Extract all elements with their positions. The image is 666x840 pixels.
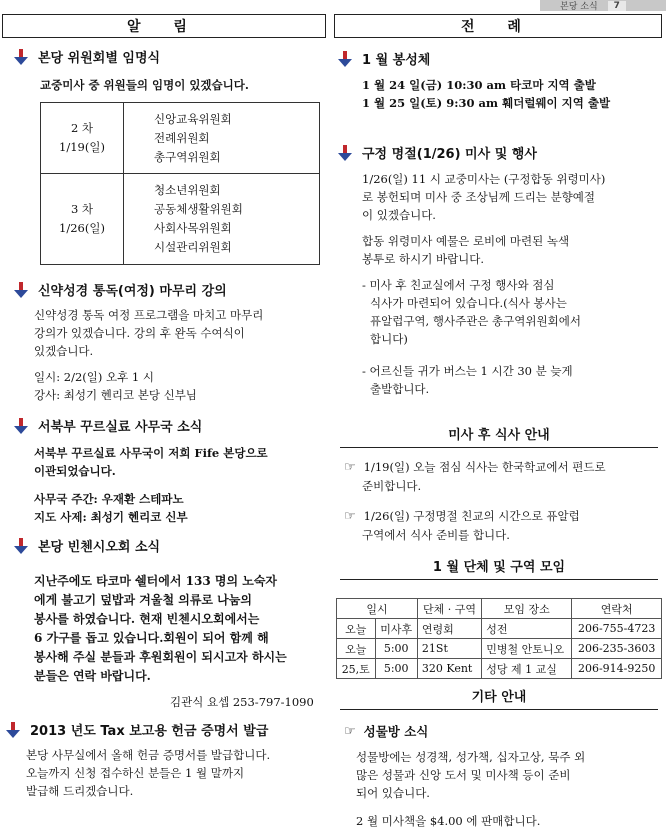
northwest-director: 지도 사제: 최성기 헨리코 신부 [34, 510, 188, 524]
committee-name: 신앙교육위원회 [154, 111, 232, 126]
section-title: 1 월 봉성체 [362, 53, 431, 68]
other-price: 2 월 미사책을 $4.00 에 판매합니다. [356, 814, 541, 828]
meal-heading: 미사 후 식사 안내 [340, 424, 658, 448]
meal-item [344, 507, 606, 526]
appointment-date-cell [41, 174, 124, 265]
text-line: - 어르신들 귀가 버스는 1 시간 30 분 늦게 [362, 364, 573, 378]
arrow-icon [338, 51, 352, 67]
northwest-chair: 사무국 주간: 우재환 스테파노 [34, 492, 184, 506]
bible-lecturer: 강사: 최성기 헨리코 본당 신부님 [34, 388, 197, 402]
page-header-label: 본당 소식 [560, 2, 598, 12]
arrow-icon [14, 538, 28, 554]
text-line: 로 봉헌되며 미사 중 조상님께 드리는 분향예절 [362, 190, 596, 204]
committee-name: 청소년위원회 [154, 183, 221, 197]
text-line: 강의가 있겠습니다. 강의 후 완독 수여식이 [34, 326, 245, 340]
meal-item-text: 1/26(일) 구정명절 친교의 시간으로 퓨알럽 [363, 509, 580, 523]
table-cell: 206-235-3603 [572, 639, 662, 659]
text-line: 지난주에도 타코마 쉘터에서 133 명의 노숙자 [34, 574, 278, 588]
text-line: 발급해 드리겠습니다. [26, 784, 134, 798]
left-column-title-text: 알 림 [127, 19, 201, 35]
table-cell: 25,토 [337, 659, 376, 679]
page-number: 7 [608, 1, 626, 11]
table-cell: 206-755-4723 [572, 619, 662, 639]
meal-item-text: 구역에서 식사 준비를 합니다. [362, 528, 510, 542]
section-heading-vincent [14, 536, 160, 555]
column-header: 일시 [337, 599, 418, 619]
appointments-table [40, 102, 320, 265]
text-line: 1 월 24 일(금) 10:30 am 타코마 지역 출발 [362, 78, 596, 92]
section-title: 본당 빈첸시오회 소식 [38, 540, 161, 555]
table-cell: 성당 제 1 교실 [482, 659, 572, 679]
table-cell: 5:00 [375, 639, 417, 659]
section-heading-lunar [338, 143, 537, 162]
arrow-icon [6, 722, 20, 738]
arrow-icon [338, 145, 352, 161]
service-text [362, 76, 610, 112]
table-row [337, 619, 662, 639]
left-column-title [2, 14, 326, 38]
arrow-icon [14, 49, 28, 65]
section-title: 구정 명절(1/26) 미사 및 행사 [362, 147, 537, 162]
vincent-contact: 김관식 요셉 253-797-1090 [170, 695, 314, 709]
meal-item-text: 준비합니다. [362, 479, 422, 493]
arrow-icon [14, 418, 28, 434]
other-text [356, 748, 585, 830]
text-line: 합동 위령미사 예물은 로비에 마련된 녹색 [362, 234, 570, 248]
tax-text [26, 746, 270, 800]
text-line: - 미사 후 친교실에서 구정 행사와 점심 [362, 278, 555, 292]
vincent-text [34, 572, 287, 686]
text-line: 되어 있습니다. [356, 786, 430, 800]
table-cell: 320 Kent [417, 659, 481, 679]
meetings-heading: 1 월 단체 및 구역 모임 [340, 556, 658, 580]
appointments-row [41, 103, 320, 174]
text-line: 본당 사무실에서 올해 헌금 증명서를 발급합니다. [26, 748, 271, 762]
text-line: 에게 불고기 덮밥과 겨울철 의류로 나눔의 [34, 593, 252, 607]
bible-date: 일시: 2/2(일) 오후 1 시 [34, 370, 154, 384]
section-heading-northwest [14, 416, 202, 435]
table-cell: 21St [417, 639, 481, 659]
appointment-round: 2 차 [70, 121, 94, 135]
page-header [540, 0, 666, 11]
meal-item [344, 458, 606, 477]
column-header: 연락처 [572, 599, 662, 619]
appointments-row [41, 174, 320, 265]
table-cell: 206-914-9250 [572, 659, 662, 679]
section-title: 본당 위원회별 임명식 [38, 51, 161, 66]
section-heading-appointments [14, 47, 160, 66]
section-title: 신약성경 통독(여정) 마무리 강의 [38, 284, 227, 299]
text-line: 성물방에는 성경책, 성가책, 십자고상, 묵주 외 [356, 750, 586, 764]
table-cell: 5:00 [375, 659, 417, 679]
committee-name: 사회사목위원회 [154, 221, 232, 235]
meal-item-text: 1/19(일) 오늘 점심 식사는 한국학교에서 편드로 [363, 460, 606, 474]
text-line: 서북부 꾸르실료 사무국이 저희 Fife 본당으로 [34, 446, 268, 460]
text-line: 신약성경 통독 여정 프로그램을 마치고 마무리 [34, 308, 264, 322]
committee-name: 시설관리위원회 [154, 240, 232, 254]
right-column-title [334, 14, 662, 38]
section-heading-bible [14, 280, 227, 299]
text-line: 합니다) [370, 332, 408, 346]
text-line: 분들은 연락 바랍니다. [34, 669, 151, 683]
appointment-committees-cell [124, 103, 320, 174]
other-subheading [344, 722, 428, 740]
text-line: 많은 성물과 신앙 도서 및 미사책 등이 준비 [356, 768, 571, 782]
appointment-date: 1/19(일) [59, 140, 105, 154]
other-subheading-text: 성물방 소식 [363, 724, 429, 739]
text-line: 봉투로 하시기 바랍니다. [362, 252, 485, 266]
table-row [337, 639, 662, 659]
appointments-intro: 교중미사 중 위원들의 임명이 있겠습니다. [40, 78, 249, 92]
table-cell: 오늘 [337, 639, 376, 659]
text-line: 이관되었습니다. [34, 464, 116, 478]
text-line: 봉사해 주실 분들과 후원회원이 되시고자 하시는 [34, 650, 287, 664]
right-column-title-text: 전 례 [461, 19, 535, 35]
text-line: 1 월 25 일(토) 9:30 am 훼더럴웨이 지역 출발 [362, 96, 611, 110]
committee-name: 총구역위원회 [154, 149, 221, 164]
section-title: 2013 년도 Tax 보고용 헌금 증명서 발급 [30, 724, 269, 739]
northwest-text [34, 444, 268, 526]
meetings-table [336, 598, 662, 679]
meetings-header-row [337, 599, 662, 619]
column-header: 단체 · 구역 [417, 599, 481, 619]
table-cell: 미사후 [375, 619, 417, 639]
table-row [337, 659, 662, 679]
text-line: 이 있겠습니다. [362, 208, 436, 222]
pointing-hand-icon: ☞ [344, 460, 356, 475]
pointing-hand-icon: ☞ [344, 509, 356, 524]
section-heading-service [338, 49, 430, 68]
pointing-hand-icon: ☞ [344, 723, 356, 739]
table-cell: 오늘 [337, 619, 376, 639]
arrow-icon [14, 282, 28, 298]
meal-items [344, 458, 606, 544]
lunar-text [362, 170, 605, 398]
table-cell: 연령회 [417, 619, 481, 639]
text-line: 퓨알럽구역, 행사주관은 총구역위원회에서 [370, 314, 581, 328]
appointment-date-cell [41, 103, 124, 174]
appointment-round: 3 차 [70, 202, 94, 216]
bible-text [34, 306, 263, 404]
text-line: 오늘까지 신청 접수하신 분들은 1 월 말까지 [26, 766, 245, 780]
text-line: 식사가 마련되어 있습니다.(식사 봉사는 [370, 296, 567, 310]
text-line: 봉사를 하였습니다. 현재 빈첸시오회에서는 [34, 612, 260, 626]
column-header: 모임 장소 [482, 599, 572, 619]
appointment-committees-cell [124, 174, 320, 265]
committee-name: 전례위원회 [154, 130, 210, 145]
section-heading-tax [6, 720, 268, 739]
text-line: 1/26(일) 11 시 교중미사는 (구정합동 위령미사) [362, 172, 606, 186]
text-line: 있겠습니다. [34, 344, 94, 358]
other-heading: 기타 안내 [340, 686, 658, 710]
appointment-date: 1/26(일) [59, 221, 105, 235]
section-title: 서북부 꾸르실료 사무국 소식 [38, 420, 203, 435]
table-cell: 성전 [482, 619, 572, 639]
text-line: 6 가구를 돕고 있습니다.회원이 되어 함께 해 [34, 631, 269, 645]
committee-name: 공동체생활위원회 [154, 202, 243, 216]
table-cell: 민병철 안토니오 [482, 639, 572, 659]
text-line: 출발합니다. [370, 382, 430, 396]
